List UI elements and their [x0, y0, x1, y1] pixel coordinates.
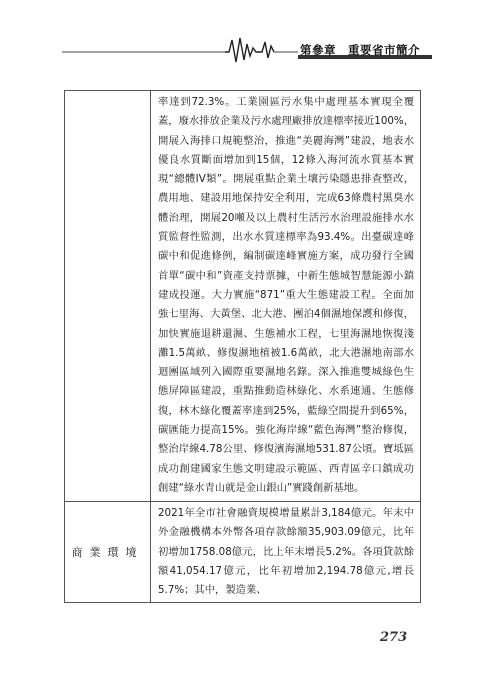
row-text: 率達到72.3%。工業園區污水集中處理基本實現全覆蓋，廢水排放企業及污水處理廠排放達標率接近100%，開展入海排口規範整治，推進“美麗海灣”建設，地表水優良水質斷面增加到15個，12條入海河流水質基本實現“總體IV類”。開展重點企業土壤污染隱患排查整改，農用地、建設用地保持安全利用，完成63條農村黑臭水體治理，開展20噸及以上農村生活污水治理設施排水水質監督性監測，出水水質達標率為93.4%。出臺碳達峰碳中和促進條例，編制碳達峰實施方案，成功發行全國首單“碳中和”資產支持票據，中新生態城智慧能源小鎮建成投運。大力實施“871”重大生態建設工程。全面加強七里海、大黃堡、北大港、團泊4個濕地保護和修復，加快實施退耕還濕、生態補水工程，七里海濕地恢復淺灘1.5萬畝、修復濕地植被1.6萬畝，北大港濕地南部水迴團區域列入國際重要濕地名錄。深入推進雙城綠色生態屏障區建設，重點推動造林綠化、水系連通、生態修復，林木綠化覆蓋率達到25%，藍綠空間提升到65%，碳匯能力提高15%。強化海岸線“藍色海灣”整治修復，整治岸線4.78公里、修復濱海濕地531.87公頃。寶坻區成功創建國家生態文明建設示範區、西青區辛口鎮成功創建“綠水青山就是金山銀山”實踐創新基地。: [158, 96, 414, 494]
row-text: 2021年全市社會融資規模增量累計3,184億元。年末中外金融機構本外幣各項存款餘額35,903.09億元，比年初增加1758.08億元，比上年末增長5.2%。各項貸款餘額41,054.17億元，比年初增加2,194.78億元,增長5.7%；其中，製造業、: [158, 507, 414, 597]
header-heartbeat-line-icon: [0, 0, 480, 80]
chapter-title: 第參章 重要省市簡介: [300, 43, 420, 57]
page-number: 273: [380, 630, 408, 645]
table-row: [65, 91, 420, 502]
table-row: [65, 502, 420, 603]
page-header: [0, 0, 480, 80]
info-table: [64, 90, 421, 603]
row-label: [65, 91, 151, 501]
row-label: 商業環境: [65, 502, 151, 602]
